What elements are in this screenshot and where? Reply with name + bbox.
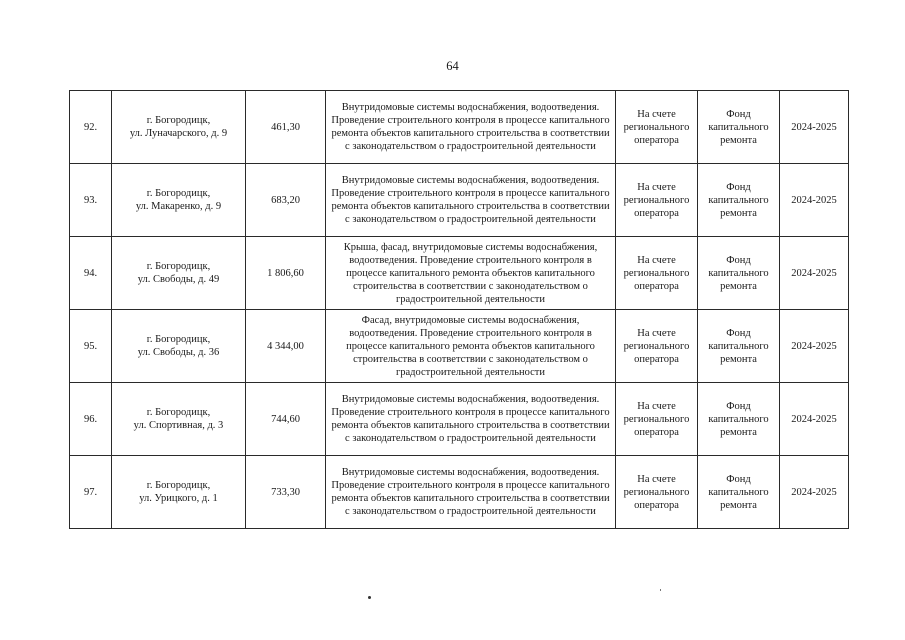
address-cell [112, 91, 246, 164]
table-row [70, 310, 849, 383]
row-number: 93. [70, 164, 112, 237]
period-cell: 2024-2025 [780, 91, 849, 164]
account-cell: На счете регионального оператора [616, 237, 698, 310]
account-cell: На счете регионального оператора [616, 310, 698, 383]
table-row [70, 237, 849, 310]
fund-cell: Фонд капитального ремонта [698, 383, 780, 456]
row-number: 96. [70, 383, 112, 456]
address-cell [112, 456, 246, 529]
address-city: г. Богородицк, [146, 480, 211, 491]
row-number: 94. [70, 237, 112, 310]
address-street: ул. Луначарского, д. 9 [129, 128, 228, 139]
address-street: ул. Свободы, д. 36 [137, 347, 220, 358]
address-street: ул. Макаренко, д. 9 [135, 201, 222, 212]
table-row [70, 456, 849, 529]
row-number: 92. [70, 91, 112, 164]
page-number: 64 [446, 59, 459, 73]
works-cell: Крыша, фасад, внутридомовые системы водоснабжения, водоотведения. Проведение строительного контроля в процессе капитального ремонта объектов капитального строительства в соответствии с законодательством о градостроительной деятельности [326, 237, 616, 310]
works-cell: Внутридомовые системы водоснабжения, водоотведения. Проведение строительного контроля в процессе капитального ремонта объектов капитального строительства в соответствии с законодательством о градостроительной деятельности [326, 164, 616, 237]
address-city: г. Богородицк, [146, 407, 211, 418]
fund-cell: Фонд капитального ремонта [698, 237, 780, 310]
works-cell: Фасад, внутридомовые системы водоснабжения, водоотведения. Проведение строительного контроля в процессе капитального ремонта объектов капитального строительства в соответствии с законодательством о градостроительной деятельности [326, 310, 616, 383]
address-cell [112, 310, 246, 383]
works-cell: Внутридомовые системы водоснабжения, водоотведения. Проведение строительного контроля в процессе капитального ремонта объектов капитального строительства в соответствии с законодательством о градостроительной деятельности [326, 91, 616, 164]
account-cell: На счете регионального оператора [616, 164, 698, 237]
area-cell: 461,30 [246, 91, 326, 164]
works-cell: Внутридомовые системы водоснабжения, водоотведения. Проведение строительного контроля в процессе капитального ремонта объектов капитального строительства в соответствии с законодательством о градостроительной деятельности [326, 383, 616, 456]
period-cell: 2024-2025 [780, 383, 849, 456]
period-cell: 2024-2025 [780, 456, 849, 529]
period-cell: 2024-2025 [780, 237, 849, 310]
account-cell: На счете регионального оператора [616, 383, 698, 456]
table-row [70, 164, 849, 237]
row-number: 97. [70, 456, 112, 529]
address-street: ул. Урицкого, д. 1 [139, 493, 218, 504]
table-row [70, 91, 849, 164]
fund-cell: Фонд капитального ремонта [698, 310, 780, 383]
address-street: ул. Свободы, д. 49 [137, 274, 220, 285]
scan-speck [660, 589, 661, 591]
address-cell [112, 237, 246, 310]
fund-cell: Фонд капитального ремонта [698, 456, 780, 529]
area-cell: 683,20 [246, 164, 326, 237]
scan-dot [368, 596, 371, 599]
capital-repair-table [69, 90, 849, 529]
table-body [70, 91, 849, 529]
address-cell [112, 383, 246, 456]
address-city: г. Богородицк, [146, 115, 211, 126]
address-city: г. Богородицк, [146, 261, 211, 272]
account-cell: На счете регионального оператора [616, 91, 698, 164]
area-cell: 744,60 [246, 383, 326, 456]
works-cell: Внутридомовые системы водоснабжения, водоотведения. Проведение строительного контроля в процессе капитального ремонта объектов капитального строительства в соответствии с законодательством о градостроительной деятельности [326, 456, 616, 529]
area-cell: 4 344,00 [246, 310, 326, 383]
address-cell [112, 164, 246, 237]
period-cell: 2024-2025 [780, 310, 849, 383]
address-city: г. Богородицк, [146, 188, 211, 199]
period-cell: 2024-2025 [780, 164, 849, 237]
table-row [70, 383, 849, 456]
area-cell: 733,30 [246, 456, 326, 529]
area-cell: 1 806,60 [246, 237, 326, 310]
address-city: г. Богородицк, [146, 334, 211, 345]
address-street: ул. Спортивная, д. 3 [133, 420, 224, 431]
fund-cell: Фонд капитального ремонта [698, 91, 780, 164]
row-number: 95. [70, 310, 112, 383]
account-cell: На счете регионального оператора [616, 456, 698, 529]
fund-cell: Фонд капитального ремонта [698, 164, 780, 237]
